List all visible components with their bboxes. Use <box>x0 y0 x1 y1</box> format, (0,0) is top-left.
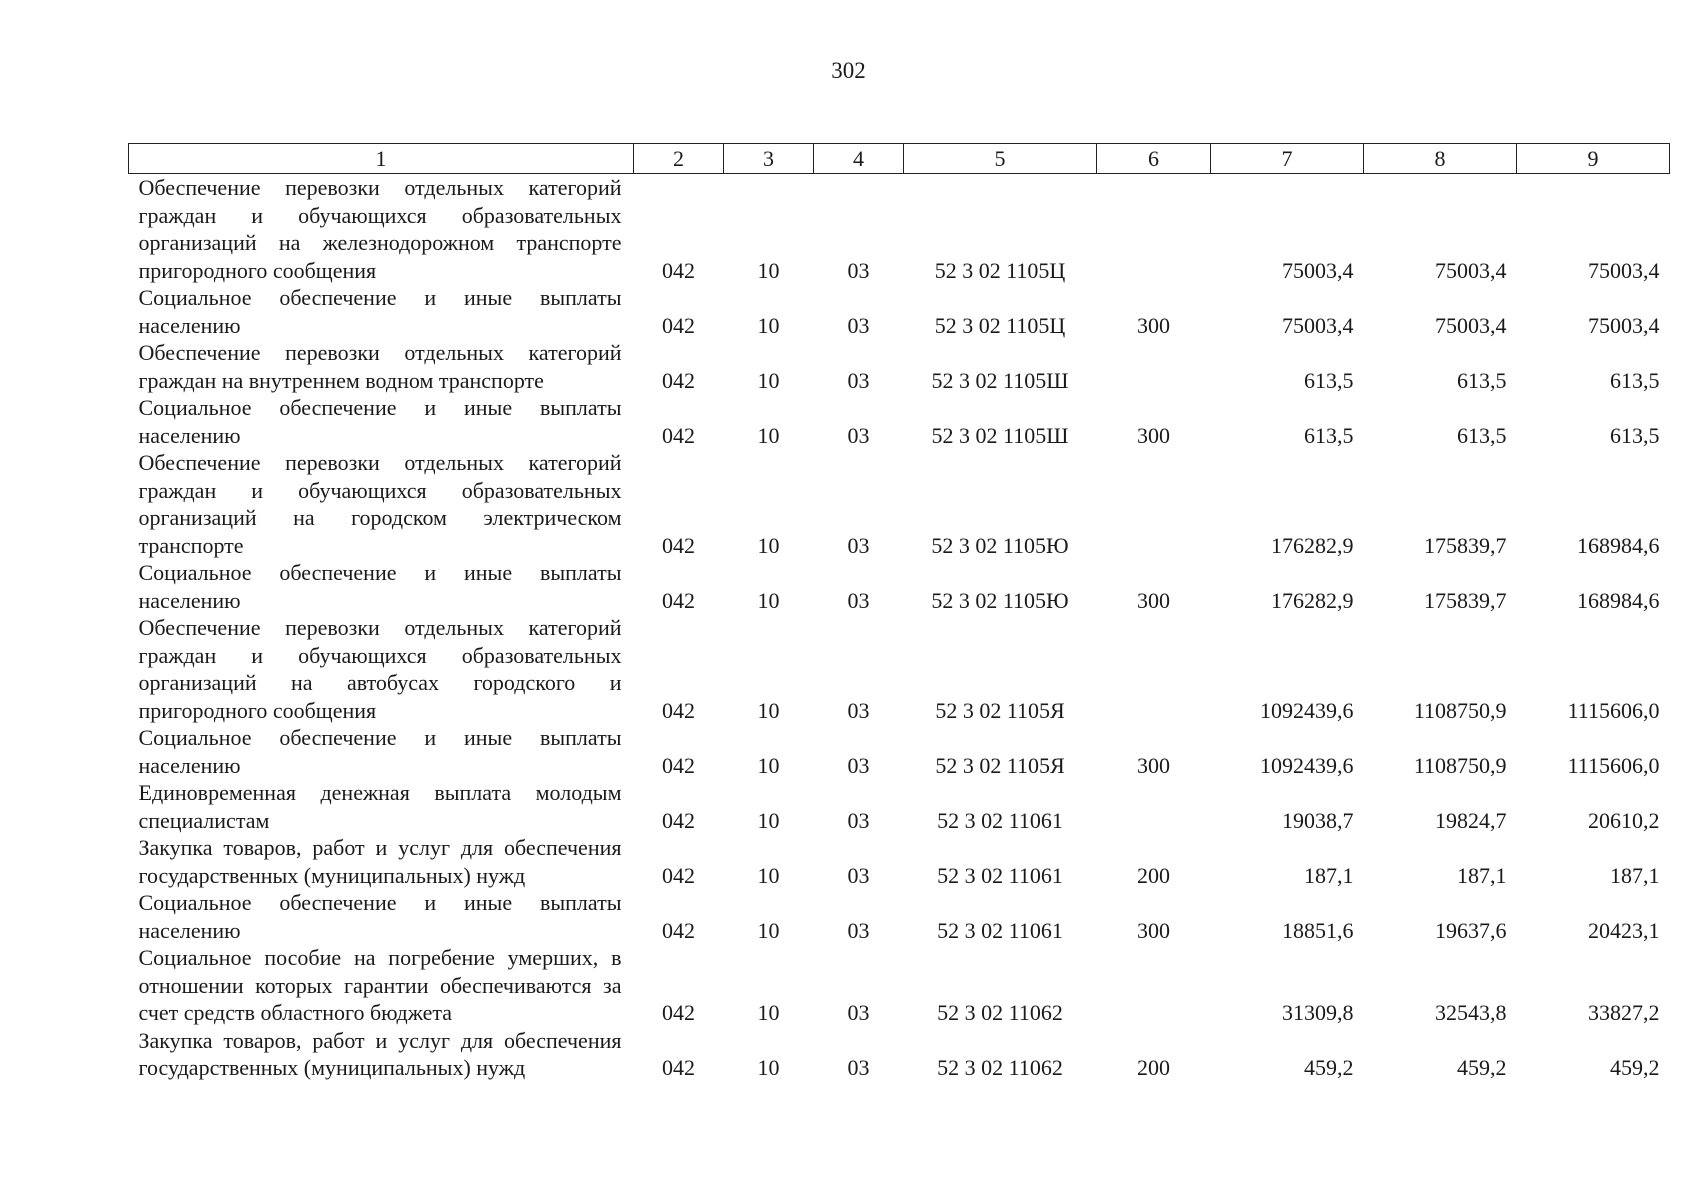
row-name: Обеспечение перевозки отдельных категорий граждан на внутреннем водном транспорте <box>138 340 622 393</box>
header-col-5: 5 <box>904 144 1097 174</box>
row-subsection: 03 <box>847 1055 870 1080</box>
table-row <box>129 284 1670 339</box>
row-target-article: 52 3 02 11061 <box>937 862 1063 888</box>
table-row <box>129 1027 1670 1082</box>
row-ministry-code: 042 <box>662 257 695 283</box>
row-section: 10 <box>757 697 780 723</box>
row-amount-col9: 459,2 <box>1610 1055 1660 1080</box>
row-expense-type: 300 <box>1137 587 1170 613</box>
row-amount-col9: 33827,2 <box>1588 1000 1660 1025</box>
row-subsection: 03 <box>847 752 870 778</box>
row-amount-col9: 168984,6 <box>1577 587 1660 613</box>
row-section: 10 <box>757 752 780 778</box>
row-section: 10 <box>757 312 780 338</box>
header-col-2: 2 <box>634 144 724 174</box>
row-subsection: 03 <box>847 312 870 338</box>
row-name: Социальное пособие на погребение умерших, в отношении которых гарантии обеспечиваются за счет средств областного бюджета <box>138 945 622 1025</box>
row-ministry-code: 042 <box>662 422 695 448</box>
row-expense-type <box>1097 449 1211 559</box>
row-amount-col8: 187,1 <box>1457 862 1507 888</box>
row-amount-col8: 175839,7 <box>1424 587 1507 613</box>
row-amount-col9: 75003,4 <box>1588 257 1660 283</box>
row-expense-type: 300 <box>1137 917 1170 943</box>
row-amount-col8: 459,2 <box>1457 1055 1507 1080</box>
row-ministry-code: 042 <box>662 312 695 338</box>
row-amount-col7: 176282,9 <box>1271 587 1354 613</box>
header-row <box>129 144 1670 174</box>
row-name: Социальное обеспечение и иные выплаты населению <box>138 285 622 338</box>
row-name: Обеспечение перевозки отдельных категорий граждан и обучающихся образовательных организаций на железнодорожном транспорте пригородного сообщения <box>138 175 622 283</box>
row-amount-col7: 613,5 <box>1304 367 1354 393</box>
header-col-6: 6 <box>1097 144 1211 174</box>
row-name: Социальное обеспечение и иные выплаты населению <box>138 890 622 943</box>
row-subsection: 03 <box>847 1000 870 1025</box>
row-amount-col9: 1115606,0 <box>1567 752 1660 778</box>
row-section: 10 <box>757 587 780 613</box>
row-amount-col9: 187,1 <box>1610 862 1660 888</box>
row-amount-col8: 75003,4 <box>1435 312 1507 338</box>
table-row <box>129 724 1670 779</box>
row-target-article: 52 3 02 11062 <box>937 1055 1063 1080</box>
row-section: 10 <box>757 1000 780 1025</box>
row-section: 10 <box>757 422 780 448</box>
budget-table <box>128 143 1670 1082</box>
table-row <box>129 449 1670 559</box>
row-target-article: 52 3 02 1105Я <box>935 752 1065 778</box>
row-expense-type: 300 <box>1137 312 1170 338</box>
table-body <box>129 174 1670 1082</box>
row-amount-col8: 19637,6 <box>1435 917 1507 943</box>
row-section: 10 <box>757 807 780 833</box>
row-target-article: 52 3 02 1105Ю <box>931 532 1069 558</box>
row-name: Социальное обеспечение и иные выплаты населению <box>138 725 622 778</box>
row-name: Социальное обеспечение и иные выплаты населению <box>138 560 622 613</box>
row-target-article: 52 3 02 1105Я <box>935 697 1065 723</box>
row-amount-col8: 75003,4 <box>1435 257 1507 283</box>
row-ministry-code: 042 <box>662 807 695 833</box>
row-ministry-code: 042 <box>662 587 695 613</box>
row-expense-type: 300 <box>1137 752 1170 778</box>
row-ministry-code: 042 <box>662 862 695 888</box>
row-expense-type: 200 <box>1137 862 1170 888</box>
row-subsection: 03 <box>847 807 870 833</box>
table-row <box>129 559 1670 614</box>
row-amount-col8: 1108750,9 <box>1413 697 1507 723</box>
row-amount-col7: 176282,9 <box>1271 532 1354 558</box>
table-header <box>129 144 1670 174</box>
row-name: Обеспечение перевозки отдельных категорий граждан и обучающихся образовательных организаций на городском электрическом транспорте <box>138 450 622 558</box>
row-section: 10 <box>757 532 780 558</box>
row-subsection: 03 <box>847 862 870 888</box>
row-expense-type <box>1097 944 1211 1027</box>
row-expense-type: 200 <box>1137 1055 1170 1080</box>
row-amount-col7: 1092439,6 <box>1260 752 1354 778</box>
row-target-article: 52 3 02 1105Ю <box>931 587 1069 613</box>
row-amount-col8: 175839,7 <box>1424 532 1507 558</box>
row-ministry-code: 042 <box>662 752 695 778</box>
row-expense-type <box>1097 779 1211 834</box>
table-row <box>129 174 1670 285</box>
row-target-article: 52 3 02 1105Ц <box>934 257 1066 283</box>
row-section: 10 <box>757 257 780 283</box>
row-amount-col9: 168984,6 <box>1577 532 1660 558</box>
row-ministry-code: 042 <box>662 917 695 943</box>
row-target-article: 52 3 02 1105Ш <box>931 422 1069 448</box>
row-amount-col9: 20423,1 <box>1588 917 1660 943</box>
row-name: Единовременная денежная выплата молодым специалистам <box>138 780 622 833</box>
row-subsection: 03 <box>847 532 870 558</box>
row-amount-col7: 18851,6 <box>1282 917 1354 943</box>
row-target-article: 52 3 02 11062 <box>937 1000 1063 1025</box>
table-row <box>129 779 1670 834</box>
row-section: 10 <box>757 917 780 943</box>
header-col-3: 3 <box>724 144 814 174</box>
row-amount-col8: 19824,7 <box>1435 807 1507 833</box>
table-row <box>129 614 1670 724</box>
row-name: Обеспечение перевозки отдельных категорий граждан и обучающихся образовательных организаций на автобусах городского и пригородного сообщения <box>138 615 622 723</box>
row-target-article: 52 3 02 1105Ш <box>931 367 1069 393</box>
row-expense-type <box>1097 339 1211 394</box>
row-name: Социальное обеспечение и иные выплаты населению <box>138 395 622 448</box>
table-row <box>129 944 1670 1027</box>
row-expense-type: 300 <box>1137 422 1170 448</box>
row-ministry-code: 042 <box>662 697 695 723</box>
row-ministry-code: 042 <box>662 1055 695 1080</box>
row-ministry-code: 042 <box>662 367 695 393</box>
row-amount-col7: 31309,8 <box>1282 1000 1354 1025</box>
row-amount-col9: 75003,4 <box>1588 312 1660 338</box>
row-amount-col8: 1108750,9 <box>1413 752 1507 778</box>
row-amount-col9: 613,5 <box>1610 422 1660 448</box>
page-number: 302 <box>831 58 866 83</box>
row-subsection: 03 <box>847 587 870 613</box>
row-amount-col9: 20610,2 <box>1588 807 1660 833</box>
row-target-article: 52 3 02 1105Ц <box>934 312 1066 338</box>
header-col-9: 9 <box>1517 144 1670 174</box>
row-amount-col8: 32543,8 <box>1435 1000 1507 1025</box>
row-subsection: 03 <box>847 367 870 393</box>
table-row <box>129 339 1670 394</box>
row-amount-col7: 187,1 <box>1304 862 1354 888</box>
row-section: 10 <box>757 862 780 888</box>
row-ministry-code: 042 <box>662 532 695 558</box>
table-row <box>129 394 1670 449</box>
row-target-article: 52 3 02 11061 <box>937 917 1063 943</box>
row-section: 10 <box>757 1055 780 1080</box>
table-row <box>129 889 1670 944</box>
row-amount-col8: 613,5 <box>1457 422 1507 448</box>
row-amount-col7: 459,2 <box>1304 1055 1354 1080</box>
row-name: Закупка товаров, работ и услуг для обеспечения государственных (муниципальных) нужд <box>138 1027 622 1080</box>
row-amount-col7: 19038,7 <box>1282 807 1354 833</box>
table-row <box>129 834 1670 889</box>
row-amount-col7: 613,5 <box>1304 422 1354 448</box>
header-col-8: 8 <box>1364 144 1517 174</box>
header-col-1: 1 <box>129 144 634 174</box>
header-col-4: 4 <box>814 144 904 174</box>
row-expense-type <box>1097 174 1211 285</box>
row-amount-col8: 613,5 <box>1457 367 1507 393</box>
row-expense-type <box>1097 614 1211 724</box>
header-col-7: 7 <box>1211 144 1364 174</box>
row-target-article: 52 3 02 11061 <box>937 807 1063 833</box>
row-amount-col9: 1115606,0 <box>1567 697 1660 723</box>
row-subsection: 03 <box>847 697 870 723</box>
row-subsection: 03 <box>847 257 870 283</box>
row-ministry-code: 042 <box>662 1000 695 1025</box>
row-section: 10 <box>757 367 780 393</box>
row-amount-col9: 613,5 <box>1610 367 1660 393</box>
row-name: Закупка товаров, работ и услуг для обеспечения государственных (муниципальных) нужд <box>138 835 622 888</box>
row-amount-col7: 75003,4 <box>1282 312 1354 338</box>
row-amount-col7: 1092439,6 <box>1260 697 1354 723</box>
row-amount-col7: 75003,4 <box>1282 257 1354 283</box>
row-subsection: 03 <box>847 422 870 448</box>
row-subsection: 03 <box>847 917 870 943</box>
